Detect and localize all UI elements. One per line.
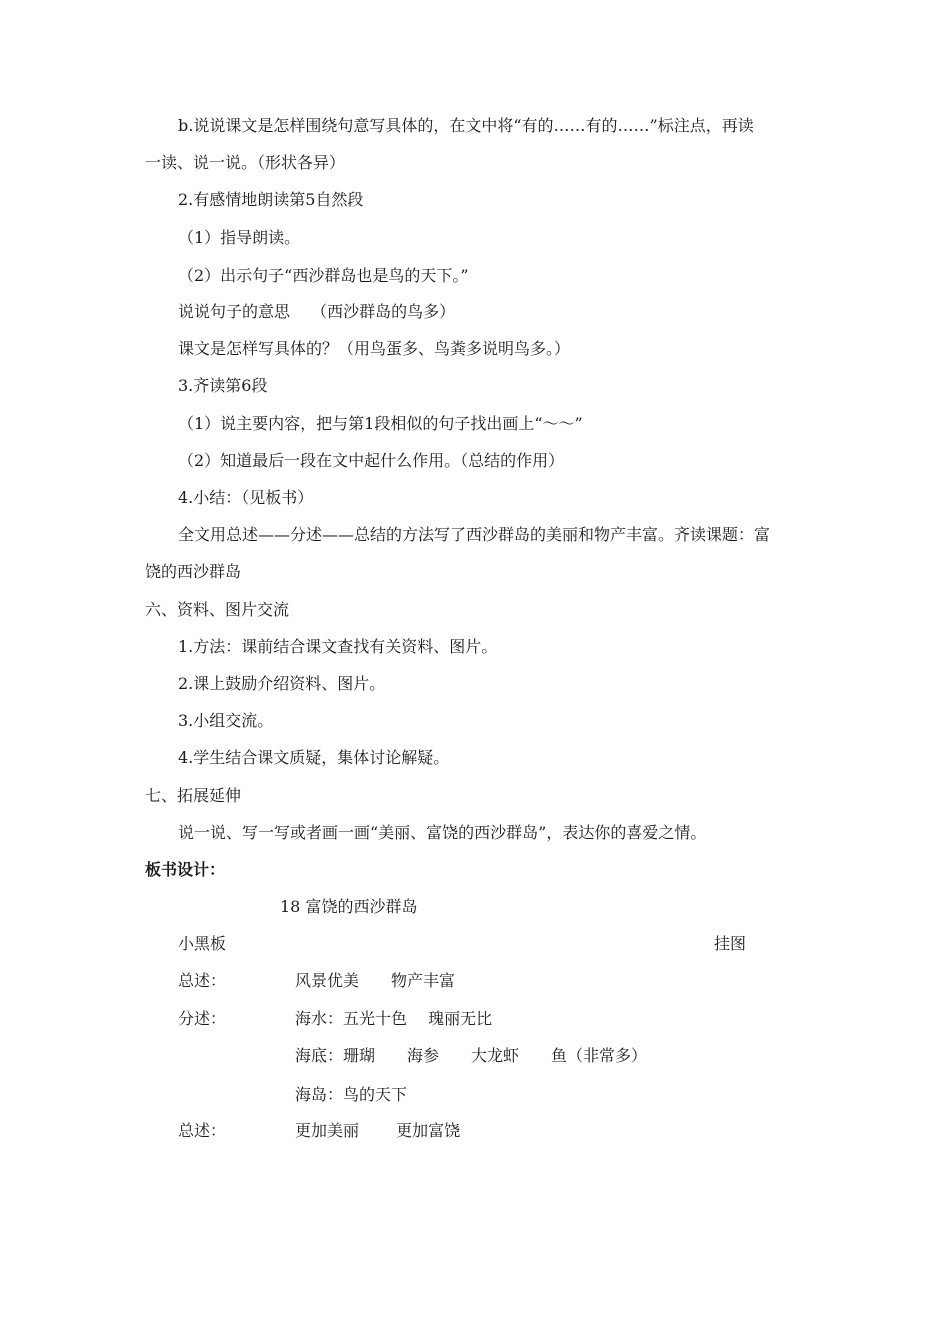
section6-item-1: 1.方法：课前结合课文查找有关资料、图片。 — [178, 637, 498, 656]
board-row2-label: 分述： — [178, 1009, 227, 1028]
board-row3-text: 海底：珊瑚 海参 大龙虾 鱼（非常多） — [295, 1046, 648, 1065]
step3: 3.齐读第6段 — [178, 376, 268, 395]
section7-heading: 七、拓展延伸 — [145, 786, 242, 805]
step4: 4.小结：（见板书） — [178, 488, 314, 507]
board-row4-text: 海岛：鸟的天下 — [295, 1085, 408, 1104]
step2-how: 课文是怎样写具体的？（用鸟蛋多、鸟粪多说明鸟多。） — [178, 339, 571, 358]
section6-item-4: 4.学生结合课文质疑，集体讨论解疑。 — [178, 748, 450, 767]
board-row1-text: 风景优美 物产丰富 — [295, 971, 456, 990]
step2: 2.有感情地朗读第5自然段 — [178, 190, 364, 209]
section6-heading: 六、资料、图片交流 — [145, 600, 290, 619]
board-heading: 板书设计： — [145, 860, 226, 879]
board-right-label: 挂图 — [714, 934, 747, 953]
step2-item-2: （2）出示句子“西沙群岛也是鸟的天下。” — [178, 266, 469, 285]
section6-item-3: 3.小组交流。 — [178, 711, 274, 730]
board-row5-text: 更加美丽 更加富饶 — [295, 1121, 461, 1140]
para-b-line1: b.说说课文是怎样围绕句意写具体的，在文中将“有的……有的……”标注点，再读 — [178, 116, 754, 135]
step2-item-1: （1）指导朗读。 — [178, 228, 301, 247]
board-left-label: 小黑板 — [178, 934, 227, 953]
summary-line2: 饶的西沙群岛 — [145, 562, 242, 581]
section6-item-2: 2.课上鼓励介绍资料、图片。 — [178, 674, 386, 693]
para-b-line2: 一读、说一说。（形状各异） — [145, 153, 346, 172]
board-row1-label: 总述： — [178, 971, 227, 990]
step3-item-2: （2）知道最后一段在文中起什么作用。（总结的作用） — [178, 451, 565, 470]
section7-text: 说一说、写一写或者画一画“美丽、富饶的西沙群岛”，表达你的喜爱之情。 — [178, 823, 707, 842]
step3-item-1: （1）说主要内容，把与第1段相似的句子找出画上“～～” — [178, 414, 583, 433]
board-row2-text: 海水：五光十色 瑰丽无比 — [295, 1009, 493, 1028]
step2-meaning: 说说句子的意思 （西沙群岛的鸟多） — [178, 302, 456, 321]
board-row5-label: 总述： — [178, 1121, 227, 1140]
summary-line1: 全文用总述——分述——总结的方法写了西沙群岛的美丽和物产丰富。齐读课题：富 — [178, 525, 771, 544]
board-title: 18 富饶的西沙群岛 — [280, 897, 418, 916]
